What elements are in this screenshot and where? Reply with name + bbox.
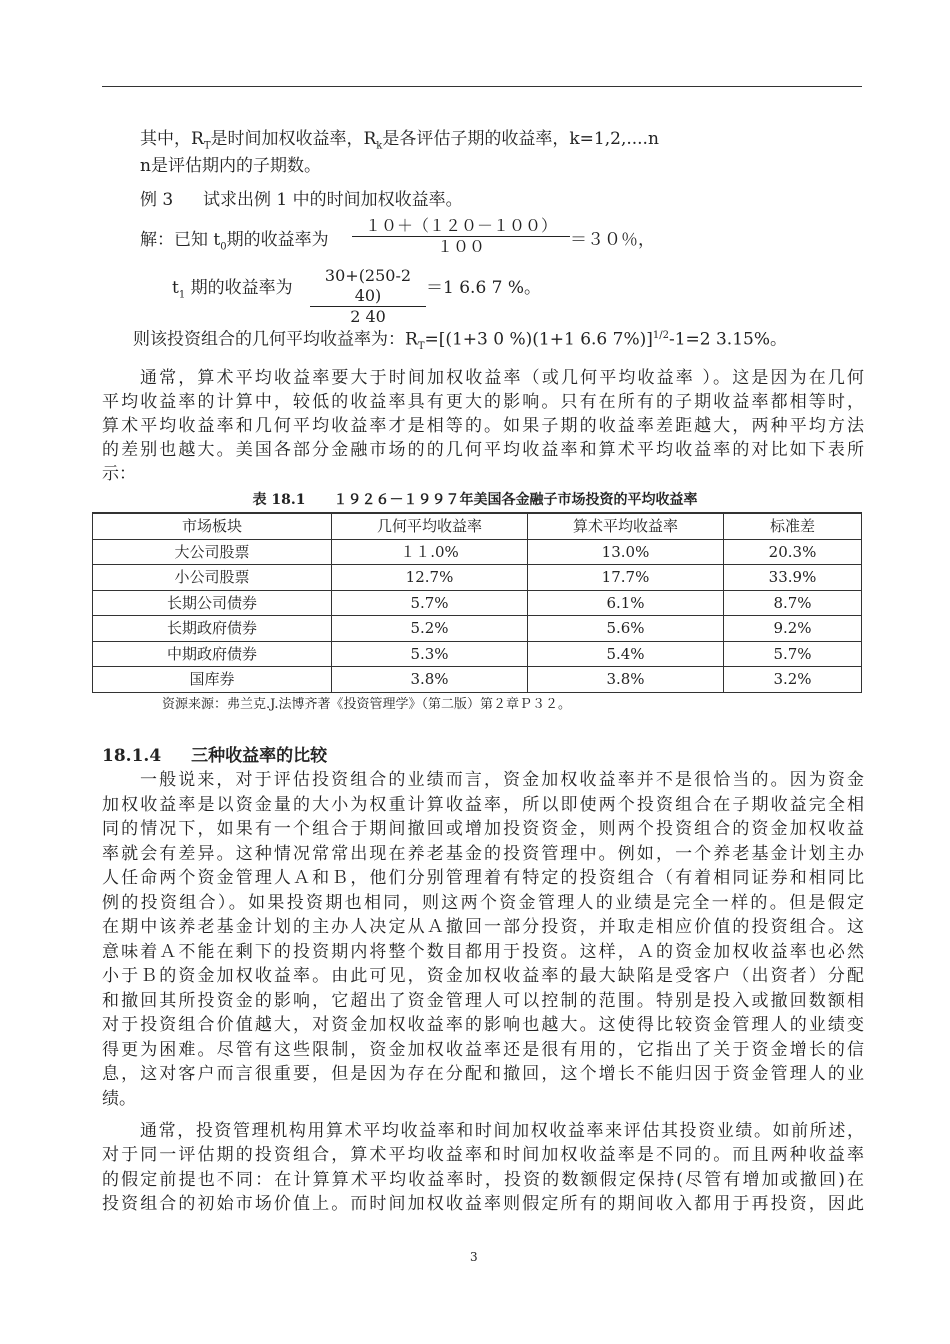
- geometric-mean-line: 则该投资组合的几何平均收益率为：$R_T=[(1+3$ 0 %)(1+1 6.6 7%)]$^{1/2}$-1=2 3.15%。: [133, 329, 787, 353]
- table-source: 资源来源：弗兰克.J.法博齐著《投资管理学》（第二版）第２章Ｐ３２。: [162, 697, 571, 712]
- text-line: 对于同一评估期的投资组合，算术平均收益率和时间加权收益率是不同的。而且两种收益率: [102, 1145, 864, 1166]
- fraction-1-result: ＝３０％，: [570, 230, 655, 250]
- intro-line-1: 其中，$R_T$是时间加权收益率，$R_k$是各评估子期的收益率，k=1,2,....n: [140, 129, 659, 152]
- cell: 33.9%: [724, 565, 862, 591]
- cell: 3.8%: [332, 667, 528, 693]
- text-line: 加权收益率是以资金量的大小为权重计算收益率，所以即使两个投资组合在子期收益完全相: [102, 794, 864, 815]
- intro-line-2: n是评估期内的子期数。: [140, 156, 321, 176]
- text-line: 示：: [102, 464, 136, 484]
- text-line: 通常，投资管理机构用算术平均收益率和时间加权收益率来评估其投资业绩。如前所述，: [140, 1121, 864, 1141]
- table-caption: 表 18.1 １９２６－１９９７年美国各金融子市场投资的平均收益率: [252, 492, 698, 508]
- text-line: 绩。: [102, 1088, 136, 1109]
- table-row: [93, 565, 862, 591]
- text-line: 和撤回其所投资金的影响，它超出了资金管理人可以控制的范围。特别是投入或撤回数额相: [102, 990, 864, 1011]
- text-line: 小于Ｂ的资金加权收益率。由此可见，资金加权收益率的最大缺陷是受客户（出资者）分配: [102, 966, 864, 986]
- text-line: 同的情况下，如果有一个组合于期间撤回或增加投资资金，则两个投资组合的资金加权收益: [102, 819, 864, 839]
- fraction-1: １０＋（１２０－１００） １００: [352, 216, 570, 257]
- cell: 5.7%: [724, 641, 862, 667]
- text-line: 例的投资组合）。如果投资期也相同，则这两个资金管理人的业绩是完全一样的。但是假定: [102, 892, 864, 913]
- cell: 5.6%: [528, 616, 724, 642]
- cell: 国库券: [93, 667, 332, 693]
- header-cell: 几何平均收益率: [332, 513, 528, 539]
- cell: 13.0%: [528, 539, 724, 565]
- table-row: [93, 539, 862, 565]
- cell: 3.2%: [724, 667, 862, 693]
- example-question: 试求出例 1 中的时间加权收益率。: [203, 190, 463, 210]
- text-line: 通常，算术平均收益率要大于时间加权收益率（或几何平均收益率 ）。这是因为在几何: [140, 368, 864, 388]
- cell: 5.3%: [332, 641, 528, 667]
- text-line: 算术平均收益率和几何平均收益率才是相等的。如果子期的收益率差距越大，两种平均方法: [102, 416, 864, 436]
- cell: 3.8%: [528, 667, 724, 693]
- table-row: [93, 590, 862, 616]
- cell: 9.2%: [724, 616, 862, 642]
- cell: 5.7%: [332, 590, 528, 616]
- text-line: 投资组合的初始市场价值上。而时间加权收益率则假定所有的期间收入都用于再投资，因此: [102, 1194, 864, 1215]
- text-line: 率就会有差异。这种情况常常出现在养老基金的投资管理中。例如，一个养老基金计划主办: [102, 843, 864, 864]
- fraction-2: $\frac{30+(250-2 40)}{2 40}$: [310, 266, 426, 327]
- header-cell: 标准差: [724, 513, 862, 539]
- table-row: [93, 616, 862, 642]
- text-line: 意味着Ａ不能在剩下的投资期内将整个数目都用于投资。这样，Ａ的资金加权收益率也必然: [102, 941, 864, 962]
- header-cell: 市场板块: [93, 513, 332, 539]
- section-number: 18.1.4: [102, 746, 162, 766]
- cell: 长期政府债券: [93, 616, 332, 642]
- section-title: 三种收益率的比较: [191, 746, 328, 766]
- text-line: 对于投资组合价值越大，对资金加权收益率的影响也越大。这使得比较资金管理人的业绩变: [102, 1015, 864, 1035]
- cell: 大公司股票: [93, 539, 332, 565]
- cell: 20.3%: [724, 539, 862, 565]
- section-heading: [102, 744, 327, 768]
- cell: 6.1%: [528, 590, 724, 616]
- text-line: 的差别也越大。美国各部分金融市场的的几何平均收益率和算术平均收益率的对比如下表所: [102, 440, 864, 460]
- table-row: [93, 667, 862, 693]
- cell: 12.7%: [332, 565, 528, 591]
- text-line: 的假定前提也不同：在计算算术平均收益率时，投资的数额假定保持(尽管有增加或撤回)在: [102, 1169, 864, 1190]
- cell: 5.4%: [528, 641, 724, 667]
- cell: 5.2%: [332, 616, 528, 642]
- text-line: 息，这对客户而言很重要，但是因为存在分配和撤回，这个增长不能归因于资金管理人的业: [102, 1064, 864, 1084]
- text-line: 一般说来，对于评估投资组合的业绩而言，资金加权收益率并不是很恰当的。因为资金: [140, 770, 864, 790]
- cell: 小公司股票: [93, 565, 332, 591]
- cell: 长期公司债券: [93, 590, 332, 616]
- cell: 8.7%: [724, 590, 862, 616]
- example-label: 例 3: [140, 190, 174, 210]
- solution-line: 解：已知 $t_0$期的收益率为: [140, 230, 329, 253]
- cell: １１.0%: [332, 539, 528, 565]
- table-row: [93, 641, 862, 667]
- returns-table: [92, 512, 862, 693]
- header-cell: 算术平均收益率: [528, 513, 724, 539]
- text-line: 平均收益率的计算中，较低的收益率具有更大的影响。只有在所有的子期收益率都相等时，: [102, 392, 864, 412]
- text-line: 在期中该养老基金计划的主办人决定从Ａ撤回一部分投资，并取走相应价值的投资组合。这: [102, 917, 864, 937]
- cell: 中期政府债券: [93, 641, 332, 667]
- text-line: 人任命两个资金管理人Ａ和Ｂ，他们分别管理着有特定的投资组合（有着相同证券和相同比: [102, 868, 864, 888]
- t1-line: $t_1$ 期的收益率为: [172, 278, 293, 301]
- table-header-row: [93, 513, 862, 539]
- fraction-2-result: ＝1 6.6 7 %。: [426, 278, 542, 298]
- cell: 17.7%: [528, 565, 724, 591]
- text-line: 得更为困难。尽管有这些限制，资金加权收益率还是很有用的，它指出了关于资金增长的信: [102, 1039, 864, 1060]
- header-rule: [102, 86, 862, 87]
- page-number: 3: [470, 1250, 478, 1264]
